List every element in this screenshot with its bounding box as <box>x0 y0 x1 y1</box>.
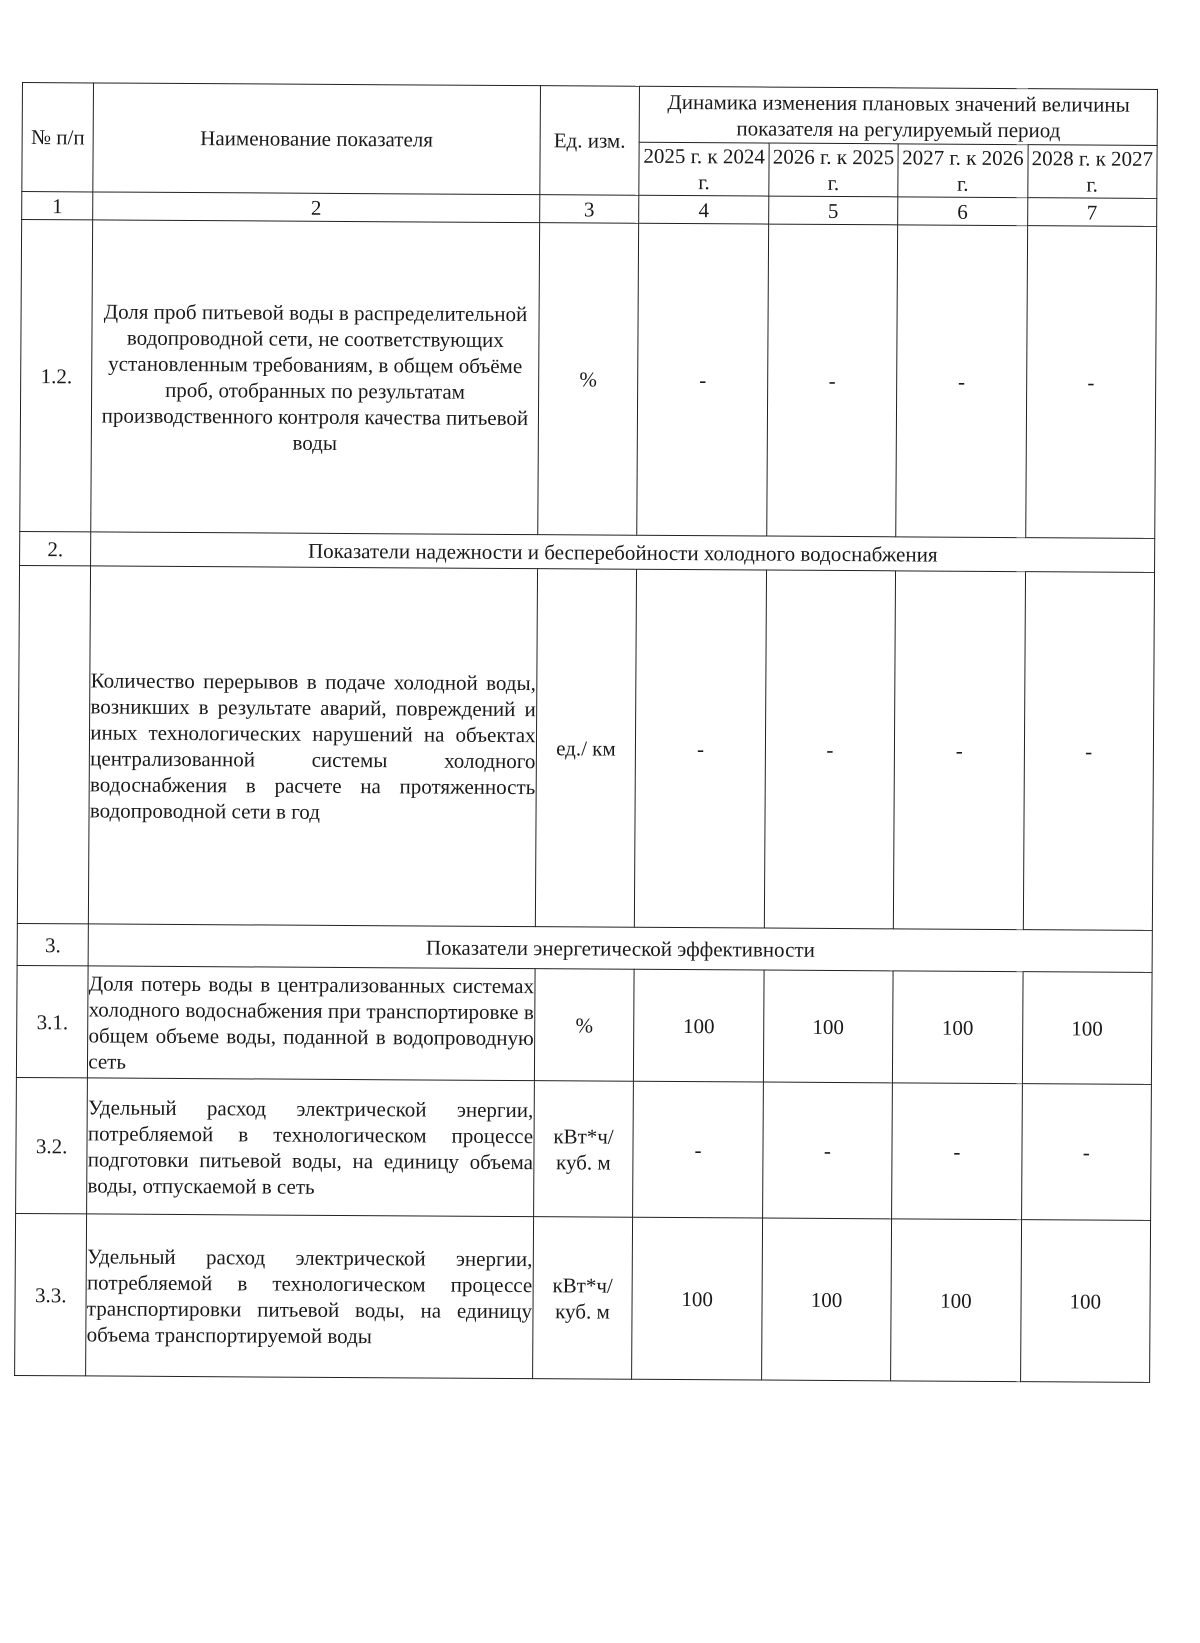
row-value: - <box>762 1082 892 1219</box>
header-year: 2028 г. к 2027 г. <box>1027 145 1157 199</box>
row-name: Удельный расход электрической энергии, потребляемой в технологическом процессе транспортировки питьевой воды, на единицу объема транспортируемой воды <box>86 1214 533 1379</box>
row-unit: ед./ км <box>535 569 637 928</box>
row-value: 100 <box>632 1217 762 1380</box>
row-value: - <box>1021 1084 1151 1221</box>
row-name: Удельный расход электрической энергии, потребляемой в технологическом процессе подготовки питьевой воды, на единицу объема воды, отпускаемой в сеть <box>87 1078 534 1217</box>
table-row <box>20 220 1157 539</box>
row-unit: % <box>537 223 639 536</box>
row-value: - <box>637 223 768 536</box>
row-value: - <box>764 570 896 929</box>
row-value: - <box>894 571 1026 930</box>
row-value: - <box>1025 226 1156 539</box>
header-year: 2025 г. к 2024 г. <box>639 142 769 196</box>
row-value: - <box>896 225 1027 538</box>
row-value: - <box>635 569 767 928</box>
row-value: 100 <box>763 970 893 1083</box>
row-value: 100 <box>634 969 764 1082</box>
row-name: Количество перерывов в подаче холодной воды, возникших в результате аварий, повреждений и иных технологических нарушений на объектах централизованной системы холодного водоснабжения в расчете на протяженность водопроводной сети в год <box>89 566 537 927</box>
row-num: 1.2. <box>20 220 93 532</box>
table-row <box>16 965 1152 1084</box>
table-row <box>17 565 1154 930</box>
col-number: 2 <box>93 192 539 223</box>
row-unit: кВт*ч/ куб. м <box>532 1217 633 1380</box>
table-row <box>16 1077 1152 1220</box>
row-value: 100 <box>761 1218 891 1381</box>
row-value: - <box>767 224 898 537</box>
header-row <box>22 83 1157 146</box>
row-value: - <box>1023 572 1155 931</box>
row-num: 3.3. <box>15 1213 87 1375</box>
row-num <box>17 565 90 923</box>
table-row <box>15 1213 1151 1382</box>
section-title: Показатели надежности и бесперебойности холодного водоснабжения <box>91 532 1155 572</box>
row-value: 100 <box>893 971 1023 1084</box>
row-value: - <box>892 1083 1022 1220</box>
col-number: 3 <box>539 195 639 224</box>
col-number: 5 <box>768 196 898 225</box>
section-num: 3. <box>17 923 89 965</box>
section-num: 2. <box>20 531 92 565</box>
row-num: 3.2. <box>16 1077 88 1213</box>
header-num: № п/п <box>22 83 94 192</box>
section-row <box>17 923 1152 972</box>
col-number: 6 <box>898 197 1028 226</box>
col-number: 1 <box>22 192 93 220</box>
section-title: Показатели энергетической эффективности <box>88 924 1152 972</box>
col-number: 4 <box>639 195 769 224</box>
col-number: 7 <box>1027 198 1157 227</box>
row-unit: % <box>534 969 635 1082</box>
row-value: 100 <box>1022 972 1152 1085</box>
row-name: Доля проб питьевой воды в распределительной водопроводной сети, не соответствующих установленным требованиям, в общем объёме проб, отобранных по результатам производственного контроля качества питьевой воды <box>91 220 539 535</box>
row-value: 100 <box>891 1219 1021 1382</box>
row-value: - <box>633 1081 763 1218</box>
header-unit: Ед. изм. <box>539 86 640 196</box>
row-num: 3.1. <box>16 965 88 1077</box>
row-unit: кВт*ч/ куб. м <box>533 1081 634 1218</box>
header-name: Наименование показателя <box>93 83 540 195</box>
row-name: Доля потерь воды в централизованных системах холодного водоснабжения при транспортировке в общем объеме воды, поданной в водопроводную сеть <box>88 966 535 1081</box>
header-dynamics: Динамика изменения плановых значений величины показателя на регулируемый период <box>640 86 1158 145</box>
row-value: 100 <box>1020 1220 1150 1383</box>
header-year: 2026 г. к 2025 г. <box>769 143 899 197</box>
header-year: 2027 г. к 2026 г. <box>898 144 1028 198</box>
indicators-table <box>14 82 1158 1383</box>
